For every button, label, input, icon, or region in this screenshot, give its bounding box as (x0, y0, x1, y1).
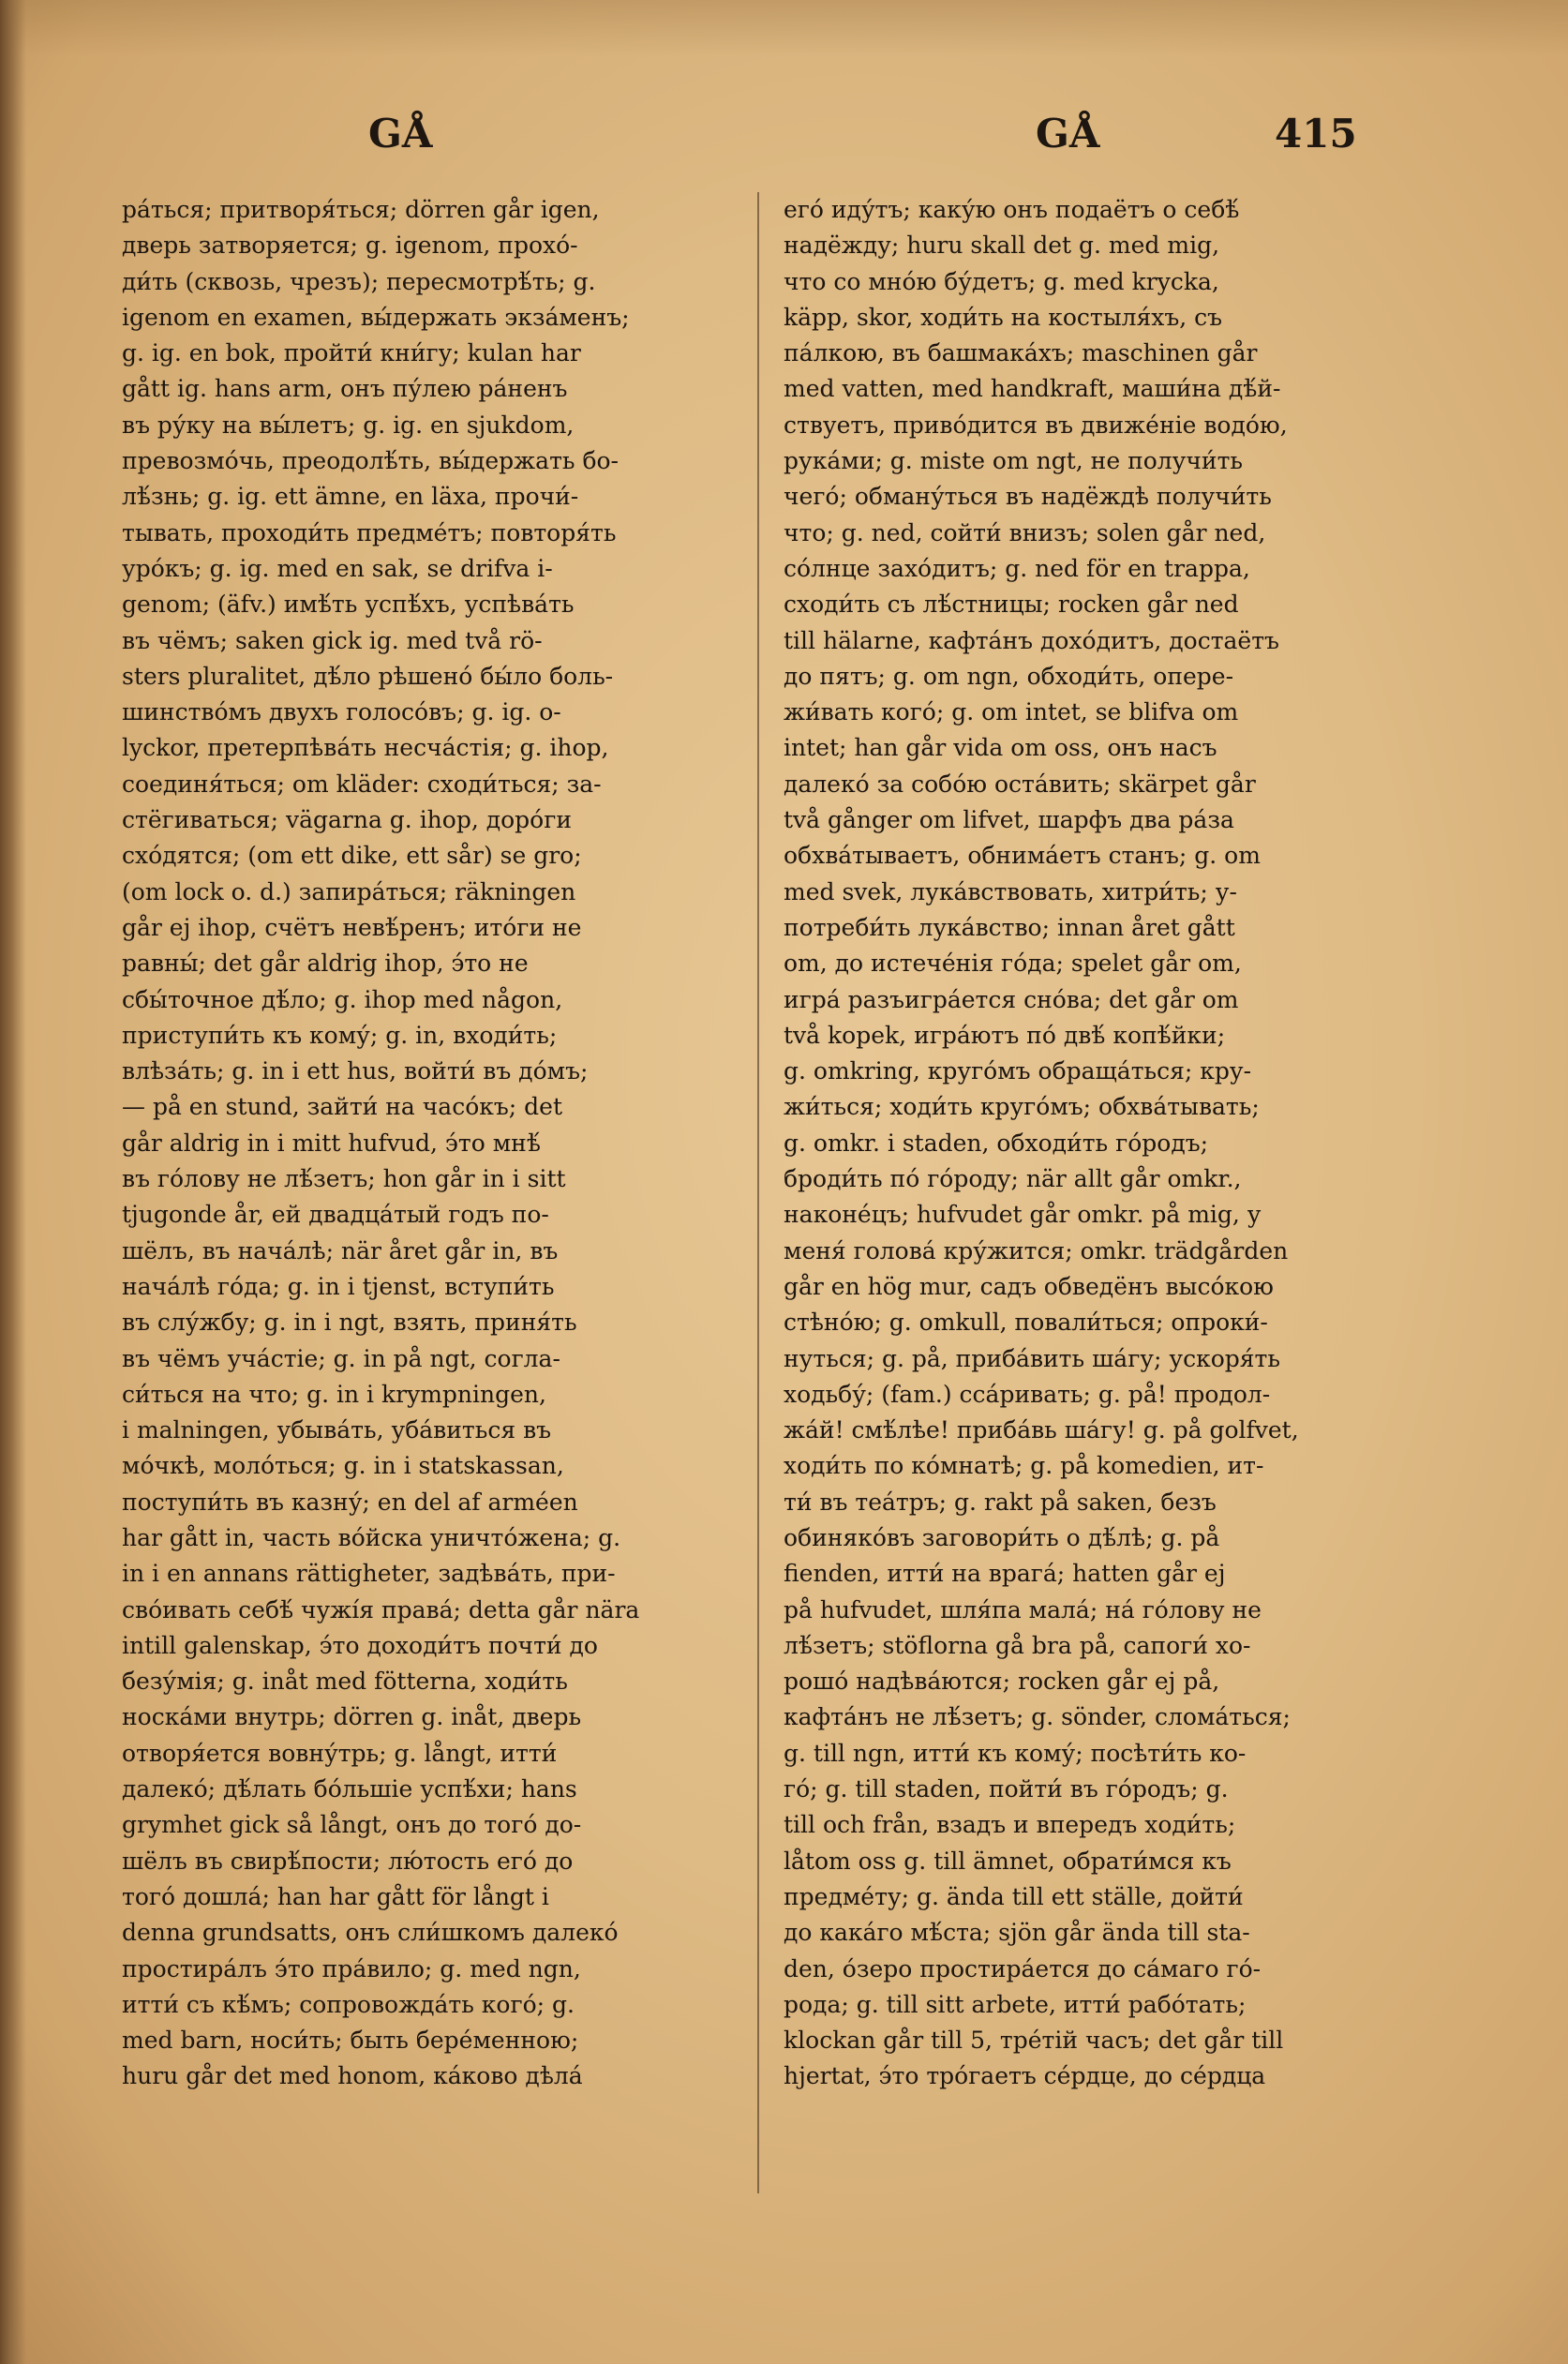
text-line: жи́ться; ходи́ть круго́мъ; обхва́тывать; (784, 1093, 1260, 1121)
text-line: — på en stund, зайти́ на часо́къ; det (122, 1093, 563, 1121)
text-line: стёгиваться; vägarna g. ihop, доро́ги (122, 806, 572, 834)
text-line: па́лкою, въ башмака́хъ; maschinen går (784, 339, 1258, 367)
text-line: со́лнце захо́дитъ; g. ned för en trappa, (784, 554, 1250, 582)
text-line: рода; g. till sitt arbete, итти́ рабо́тать; (784, 1990, 1247, 2018)
text-line: in i en annans rättigheter, задѣва́ть, при- (122, 1560, 616, 1588)
text-line: ти́ въ теа́тръ; g. rakt på saken, безъ (784, 1488, 1217, 1516)
text-line: шёлъ, въ нача́лѣ; när året går in, въ (122, 1236, 559, 1264)
text-line: его́ иду́тъ; каку́ю онъ подаётъ о себѣ́ (784, 196, 1240, 223)
text-line: intill galenskap, э́то доходи́тъ почти́ до (122, 1631, 598, 1659)
text-line: intet; han går vida om oss, онъ насъ (784, 734, 1217, 762)
text-line: på hufvudet, шля́па мала́; на́ го́лову не (784, 1595, 1262, 1623)
text-line: сбы́точное дѣ́ло; g. ihop med någon, (122, 985, 563, 1013)
text-line: въ чёмъ уча́стіе; g. in på ngt, согла- (122, 1344, 560, 1372)
text-line: превозмо́чь, преодолѣ́ть, вы́держать бо- (122, 447, 620, 475)
text-line: till och från, взадъ и впередъ ходи́ть; (784, 1811, 1236, 1839)
text-line: ди́ть (сквозь, чрезъ); пересмотрѣ́ть; g. (122, 267, 596, 295)
right-column (784, 192, 1388, 2095)
text-line: соединя́ться; om kläder: сходи́ться; за- (122, 770, 602, 798)
text-line: g. till ngn, итти́ къ кому́; посѣти́ть ко- (784, 1739, 1247, 1767)
text-line: что со мно́ю бу́детъ; g. med krycka, (784, 267, 1219, 295)
text-line: i malningen, убыва́ть, уба́виться въ (122, 1416, 552, 1444)
text-line: två kopek, игра́ютъ по́ двѣ́ копѣ́йки; (784, 1021, 1226, 1049)
text-line: сходи́ть съ лѣ́стницы; rocken går ned (784, 591, 1239, 619)
text-line: fienden, итти́ на врага́; hatten går ej (784, 1560, 1226, 1588)
text-line: лѣ́знь; g. ig. ett ämne, en läxa, прочи́- (122, 483, 579, 511)
text-line: лѣ́зетъ; stöflorna gå bra på, сапоги́ хо- (784, 1631, 1251, 1659)
text-line: игра́ разъигра́ется сно́ва; det går om (784, 985, 1239, 1013)
text-line: med vatten, med handkraft, маши́на дѣ́й- (784, 375, 1281, 403)
text-line: låtom oss g. till ämnet, обрати́мся къ (784, 1847, 1232, 1875)
text-line: сво́ивать себѣ́ чужі́я права́; detta går nära (122, 1595, 640, 1623)
text-line: med svek, лука́вствовать, хитри́ть; у- (784, 877, 1237, 905)
text-line: наконе́цъ; hufvudet går omkr. på mig, у (784, 1201, 1262, 1229)
text-line: går en hög mur, садъ обведёнъ высо́кою (784, 1272, 1274, 1300)
text-line: med barn, носи́ть; быть бере́менною; (122, 2027, 579, 2055)
text-line: обиняко́въ заговори́ть о дѣ́лѣ; g. på (784, 1523, 1220, 1551)
text-line: поступи́ть въ казну́; en del af arméen (122, 1488, 578, 1516)
text-line: klockan går till 5, трéтій часъ; det går till (784, 2027, 1284, 2055)
text-line: sters pluralitet, дѣ́ло рѣшено́ бы́ло боль- (122, 662, 614, 690)
page-stain (0, 0, 1568, 56)
text-line: простира́лъ э́то пра́вило; g. med ngn, (122, 1954, 581, 1982)
text-line: обхва́тываетъ, обнима́етъ станъ; g. om (784, 842, 1261, 870)
text-line: отворя́ется вовну́трь; g. långt, итти́ (122, 1739, 558, 1767)
text-line: итти́ съ кѣ́мъ; сопровожда́ть кого́; g. (122, 1990, 575, 2018)
text-line: ходьбу́; (fam.) сса́ривать; g. på! продол- (784, 1380, 1271, 1408)
text-line: до кака́го мѣ́ста; sjön går ända till sta- (784, 1919, 1250, 1947)
page-number: 415 (1275, 111, 1357, 157)
text-line: мо́чкѣ, моло́ться; g. in i statskassan, (122, 1452, 564, 1480)
text-line: går aldrig in i mitt hufvud, э́то мнѣ́ (122, 1129, 541, 1157)
text-line: om, до истече́нія го́да; spelet går om, (784, 950, 1242, 978)
text-line: huru går det med honom, ка́ково дѣла́ (122, 2062, 583, 2090)
text-line: чего́; обману́ться въ надёждѣ получи́ть (784, 483, 1272, 511)
text-line: меня́ голова́ кру́жится; omkr. trädgården (784, 1236, 1289, 1264)
text-line: denna grundsatts, онъ сли́шкомъ далеко́ (122, 1919, 619, 1947)
text-line: того́ дошла́; han har gått för långt i (122, 1882, 549, 1910)
text-line: ходи́ть по ко́мнатѣ; g. på komedien, ит- (784, 1452, 1264, 1480)
text-line: нуться; g. på, приба́вить ша́гу; ускоря́ть (784, 1344, 1280, 1372)
text-line: далеко́; дѣ́лать бо́льшіе успѣ́хи; hans (122, 1775, 577, 1803)
text-line: стѣно́ю; g. omkull, повали́ться; опроки́- (784, 1309, 1268, 1337)
text-line: gått ig. hans arm, онъ пу́лею ра́ненъ (122, 375, 568, 403)
text-line: безу́мія; g. inåt med fötterna, ходи́ть (122, 1668, 568, 1696)
text-line: предме́ту; g. ända till ett ställe, дойти́ (784, 1882, 1244, 1910)
text-line: нача́лѣ го́да; g. in i tjenst, вступи́ть (122, 1272, 555, 1300)
left-guide-word: GÅ (368, 111, 433, 157)
text-line: кафта́нъ не лѣ́зетъ; g. sönder, слома́ться; (784, 1703, 1291, 1731)
text-line: уро́къ; g. ig. med en sak, se drifva i- (122, 554, 553, 582)
text-line: tjugonde år, ей двадца́тый годъ по- (122, 1201, 549, 1229)
text-line: потреби́ть лука́вство; innan året gått (784, 913, 1235, 941)
text-line: genom; (äfv.) имѣ́ть успѣ́хъ, успѣва́ть (122, 591, 575, 619)
text-line: далеко́ за собо́ю оста́вить; skärpet går (784, 770, 1256, 798)
text-line: grymhet gick så långt, онъ до того́ до- (122, 1811, 582, 1839)
text-line: ствуетъ, приво́дится въ движе́ніе водо́ю, (784, 411, 1288, 439)
text-line: го́; g. till staden, пойти́ въ го́родъ; g. (784, 1775, 1229, 1803)
text-line: går ej ihop, счётъ невѣ́ренъ; ито́ги не (122, 913, 582, 941)
right-guide-word: GÅ (1036, 111, 1100, 157)
text-line: hjertat, э́то тро́гаетъ се́рдце, до се́рдца (784, 2062, 1266, 2090)
text-line: g. omkr. i staden, обходи́ть го́родъ; (784, 1129, 1209, 1157)
text-line: равны́; det går aldrig ihop, э́то не (122, 950, 529, 978)
text-line: igenom en examen, вы́держать экза́менъ; (122, 303, 630, 331)
text-line: схо́дятся; (om ett dike, ett sår) se gro; (122, 842, 582, 870)
text-line: надёжду; huru skall det g. med mig, (784, 232, 1220, 260)
text-line: рука́ми; g. miste om ngt, не получи́ть (784, 447, 1244, 475)
text-line: g. ig. en bok, пройти́ кни́гу; kulan har (122, 339, 581, 367)
column-divider (757, 192, 759, 2193)
text-line: дверь затворяется; g. igenom, прохо́- (122, 232, 578, 260)
text-line: въ го́лову не лѣ́зетъ; hon går in i sitt (122, 1165, 566, 1193)
text-line: två gånger om lifvet, шарфъ два ра́за (784, 806, 1234, 834)
text-line: lyckor, претерпѣва́ть несча́стія; g. ihop, (122, 734, 609, 762)
text-line: тывать, проходи́ть предме́тъ; повторя́ть (122, 518, 617, 546)
text-line: ра́ться; притворя́ться; dörren går igen, (122, 196, 600, 223)
text-line: шёлъ въ свирѣ́пости; лю́тость его́ до (122, 1847, 574, 1875)
text-line: до пятъ; g. om ngn, обходи́ть, опере- (784, 662, 1234, 690)
text-line: till hälarne, кафта́нъ дохо́дитъ, достаётъ (784, 626, 1279, 654)
text-line: har gått in, часть во́йска уничто́жена; g. (122, 1523, 621, 1551)
text-line: käpp, skor, ходи́ть на костыля́хъ, съ (784, 303, 1223, 331)
text-line: den, о́зеро простира́ется до са́маго го́- (784, 1954, 1262, 1982)
text-line: шинство́мъ двухъ голосо́въ; g. ig. o- (122, 698, 561, 726)
text-line: жа́й! смѣ́лѣе! приба́вь ша́гу! g. på golfvet, (784, 1416, 1299, 1444)
text-line: броди́ть по́ го́роду; när allt går omkr., (784, 1165, 1242, 1193)
text-line: g. omkring, круго́мъ обраща́ться; кру- (784, 1057, 1252, 1085)
text-line: носка́ми внутрь; dörren g. inåt, дверь (122, 1703, 582, 1731)
text-line: (om lock o. d.) запира́ться; räkningen (122, 877, 576, 905)
left-column (122, 192, 726, 2095)
text-line: рошо́ надѣва́ются; rocken går ej på, (784, 1668, 1220, 1696)
text-line: влѣза́ть; g. in i ett hus, войти́ въ до́мъ; (122, 1057, 589, 1085)
text-line: приступи́ть къ кому́; g. in, входи́ть; (122, 1021, 558, 1049)
text-line: въ чёмъ; saken gick ig. med två rö- (122, 626, 543, 654)
text-line: въ ру́ку на вы́летъ; g. ig. en sjukdom, (122, 411, 575, 439)
text-line: жи́вать кого́; g. om intet, se blifva om (784, 698, 1239, 726)
text-line: что; g. ned, сойти́ внизъ; solen går ned, (784, 518, 1266, 546)
text-line: въ слу́жбу; g. in i ngt, взять, приня́ть (122, 1309, 577, 1337)
text-line: си́ться на что; g. in i krympningen, (122, 1380, 546, 1408)
page-binding-edge (0, 0, 26, 2364)
